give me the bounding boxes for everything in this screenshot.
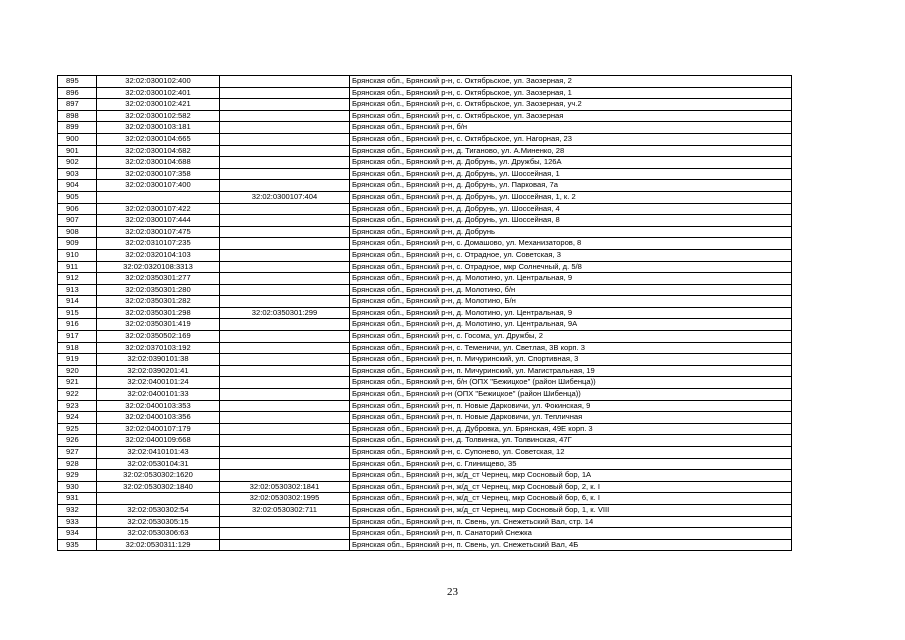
address-cell: Брянская обл., Брянский р-н, с. Октябрьское, ул. Заозерная, уч.2 [350,99,792,111]
related-cadastral-number-cell [220,145,350,157]
cadastral-number-cell: 32:02:0350301:419 [97,319,220,331]
row-number-cell: 906 [58,203,97,215]
table-row [58,412,792,424]
row-number-cell: 932 [58,504,97,516]
cadastral-number-cell: 32:02:0400101:33 [97,389,220,401]
table-row [58,145,792,157]
related-cadastral-number-cell [220,400,350,412]
related-cadastral-number-cell [220,261,350,273]
related-cadastral-number-cell [220,122,350,134]
address-cell: Брянская обл., Брянский р-н, с. Отрадное, ул. Советская, 3 [350,249,792,261]
cadastral-number-cell: 32:02:0300107:444 [97,215,220,227]
row-number-cell: 933 [58,516,97,528]
address-cell: Брянская обл., Брянский р-н, с. Октябрьское, ул. Заозерная [350,110,792,122]
address-cell: Брянская обл., Брянский р-н, с. Октябрьское, ул. Заозерная, 2 [350,76,792,88]
cadastral-number-cell: 32:02:0390101:38 [97,354,220,366]
related-cadastral-number-cell [220,296,350,308]
row-number-cell: 897 [58,99,97,111]
cadastral-number-cell: 32:02:0300102:401 [97,87,220,99]
related-cadastral-number-cell [220,319,350,331]
cadastral-number-cell: 32:02:0400107:179 [97,423,220,435]
row-number-cell: 916 [58,319,97,331]
cadastral-number-cell: 32:02:0390201:41 [97,365,220,377]
related-cadastral-number-cell [220,342,350,354]
cadastral-number-cell: 32:02:0300104:682 [97,145,220,157]
row-number-cell: 902 [58,157,97,169]
related-cadastral-number-cell [220,284,350,296]
row-number-cell: 898 [58,110,97,122]
table-row [58,284,792,296]
table-row [58,99,792,111]
table-row [58,389,792,401]
table-row [58,215,792,227]
address-cell: Брянская обл., Брянский р-н, ж/д_ст Чернец, мкр Сосновый бор, 6, к. I [350,493,792,505]
related-cadastral-number-cell [220,539,350,551]
row-number-cell: 909 [58,238,97,250]
cadastral-number-cell: 32:02:0300107:475 [97,226,220,238]
table-row [58,261,792,273]
table-row [58,447,792,459]
cadastral-number-cell: 32:02:0530311:129 [97,539,220,551]
row-number-cell: 915 [58,307,97,319]
address-cell: Брянская обл., Брянский р-н, д. Добрунь, ул. Шоссейная, 8 [350,215,792,227]
table-row [58,331,792,343]
table-row [58,180,792,192]
related-cadastral-number-cell [220,168,350,180]
registry-table-body [58,76,792,551]
address-cell: Брянская обл., Брянский р-н, с. Глинищево, 35 [350,458,792,470]
address-cell: Брянская обл., Брянский р-н, с. Теменичи, ул. Светлая, 3В корп. 3 [350,342,792,354]
address-cell: Брянская обл., Брянский р-н, ж/д_ст Чернец, мкр Сосновый бор, 1А [350,470,792,482]
related-cadastral-number-cell [220,203,350,215]
table-row [58,319,792,331]
row-number-cell: 934 [58,528,97,540]
address-cell: Брянская обл., Брянский р-н, д. Молотино, Б/н [350,296,792,308]
table-row [58,504,792,516]
cadastral-number-cell [97,493,220,505]
address-cell: Брянская обл., Брянский р-н, ж/д_ст Чернец, мкр Сосновый бор, 2, к. I [350,481,792,493]
row-number-cell: 904 [58,180,97,192]
cadastral-number-cell: 32:02:0410101:43 [97,447,220,459]
row-number-cell: 930 [58,481,97,493]
table-row [58,76,792,88]
row-number-cell: 896 [58,87,97,99]
row-number-cell: 918 [58,342,97,354]
cadastral-number-cell [97,191,220,203]
related-cadastral-number-cell [220,157,350,169]
address-cell: Брянская обл., Брянский р-н, д. Добрунь, ул. Шоссейная, 4 [350,203,792,215]
related-cadastral-number-cell [220,215,350,227]
table-row [58,122,792,134]
cadastral-number-cell: 32:02:0310107:235 [97,238,220,250]
related-cadastral-number-cell [220,249,350,261]
address-cell: Брянская обл., Брянский р-н, б/н (ОПХ "Бежицкое" (район Шибенца)) [350,377,792,389]
cadastral-number-cell: 32:02:0370103:192 [97,342,220,354]
table-row [58,273,792,285]
cadastral-number-cell: 32:02:0350301:280 [97,284,220,296]
table-row [58,157,792,169]
address-cell: Брянская обл., Брянский р-н, с. Отрадное, мкр Солнечный, д. 5/8 [350,261,792,273]
cadastral-number-cell: 32:02:0400103:356 [97,412,220,424]
table-row [58,342,792,354]
cadastral-number-cell: 32:02:0300107:358 [97,168,220,180]
related-cadastral-number-cell [220,331,350,343]
address-cell: Брянская обл., Брянский р-н, ж/д_ст Чернец, мкр Сосновый бор, 1, к. VIII [350,504,792,516]
table-row [58,470,792,482]
related-cadastral-number-cell [220,447,350,459]
cadastral-number-cell: 32:02:0300102:582 [97,110,220,122]
table-row [58,203,792,215]
row-number-cell: 922 [58,389,97,401]
table-row [58,516,792,528]
row-number-cell: 914 [58,296,97,308]
cadastral-number-cell: 32:02:0400103:353 [97,400,220,412]
address-cell: Брянская обл., Брянский р-н, д. Дубровка, ул. Брянская, 49Е корп. 3 [350,423,792,435]
address-cell: Брянская обл., Брянский р-н, с. Октябрьское, ул. Заозерная, 1 [350,87,792,99]
related-cadastral-number-cell [220,133,350,145]
row-number-cell: 917 [58,331,97,343]
table-row [58,481,792,493]
address-cell: Брянская обл., Брянский р-н, д. Добрунь, ул. Дружбы, 126А [350,157,792,169]
cadastral-number-cell: 32:02:0400109:668 [97,435,220,447]
related-cadastral-number-cell: 32:02:0530302:1995 [220,493,350,505]
row-number-cell: 924 [58,412,97,424]
row-number-cell: 911 [58,261,97,273]
page-number: 23 [447,586,458,598]
table-row [58,133,792,145]
row-number-cell: 900 [58,133,97,145]
address-cell: Брянская обл., Брянский р-н, с. Госома, ул. Дружбы, 2 [350,331,792,343]
related-cadastral-number-cell [220,76,350,88]
table-row [58,87,792,99]
table-row [58,307,792,319]
address-cell: Брянская обл., Брянский р-н, д. Толвинка, ул. Толвинская, 47Г [350,435,792,447]
cadastral-number-cell: 32:02:0300104:688 [97,157,220,169]
address-cell: Брянская обл., Брянский р-н, д. Добрунь, ул. Шоссейная, 1 [350,168,792,180]
row-number-cell: 919 [58,354,97,366]
address-cell: Брянская обл., Брянский р-н (ОПХ "Бежицкое" (район Шибенца)) [350,389,792,401]
related-cadastral-number-cell [220,99,350,111]
row-number-cell: 920 [58,365,97,377]
row-number-cell: 927 [58,447,97,459]
table-row [58,226,792,238]
table-row [58,238,792,250]
address-cell: Брянская обл., Брянский р-н, д. Молотино, б/н [350,284,792,296]
row-number-cell: 907 [58,215,97,227]
cadastral-number-cell: 32:02:0530302:1620 [97,470,220,482]
cadastral-number-cell: 32:02:0300107:400 [97,180,220,192]
table-row [58,249,792,261]
related-cadastral-number-cell [220,354,350,366]
table-row [58,365,792,377]
row-number-cell: 895 [58,76,97,88]
registry-table-container [57,75,791,551]
related-cadastral-number-cell [220,377,350,389]
table-row [58,539,792,551]
table-row [58,423,792,435]
row-number-cell: 921 [58,377,97,389]
row-number-cell: 901 [58,145,97,157]
related-cadastral-number-cell [220,87,350,99]
cadastral-number-cell: 32:02:0320108:3313 [97,261,220,273]
table-row [58,493,792,505]
address-cell: Брянская обл., Брянский р-н, д. Молотино, ул. Центральная, 9 [350,273,792,285]
table-row [58,354,792,366]
address-cell: Брянская обл., Брянский р-н, б/н [350,122,792,134]
cadastral-number-cell: 32:02:0350301:282 [97,296,220,308]
address-cell: Брянская обл., Брянский р-н, п. Новые Дарковичи, ул. Тепличная [350,412,792,424]
cadastral-number-cell: 32:02:0400101:24 [97,377,220,389]
cadastral-number-cell: 32:02:0530302:1840 [97,481,220,493]
row-number-cell: 899 [58,122,97,134]
related-cadastral-number-cell [220,180,350,192]
related-cadastral-number-cell: 32:02:0530302:1841 [220,481,350,493]
cadastral-number-cell: 32:02:0530104:31 [97,458,220,470]
address-cell: Брянская обл., Брянский р-н, п. Мичуринский, ул. Спортивная, 3 [350,354,792,366]
cadastral-number-cell: 32:02:0320104:103 [97,249,220,261]
row-number-cell: 929 [58,470,97,482]
cadastral-number-cell: 32:02:0300102:400 [97,76,220,88]
related-cadastral-number-cell [220,238,350,250]
cadastral-number-cell: 32:02:0350301:298 [97,307,220,319]
table-row [58,435,792,447]
row-number-cell: 928 [58,458,97,470]
address-cell: Брянская обл., Брянский р-н, с. Супонево, ул. Советская, 12 [350,447,792,459]
table-row [58,110,792,122]
row-number-cell: 905 [58,191,97,203]
address-cell: Брянская обл., Брянский р-н, с. Домашово, ул. Механизаторов, 8 [350,238,792,250]
related-cadastral-number-cell [220,470,350,482]
cadastral-number-cell: 32:02:0530302:54 [97,504,220,516]
cadastral-number-cell: 32:02:0530306:63 [97,528,220,540]
related-cadastral-number-cell [220,516,350,528]
address-cell: Брянская обл., Брянский р-н, д. Тиганово, ул. А.Миненко, 28 [350,145,792,157]
address-cell: Брянская обл., Брянский р-н, п. Санаторий Снежка [350,528,792,540]
address-cell: Брянская обл., Брянский р-н, п. Мичуринский, ул. Магистральная, 19 [350,365,792,377]
address-cell: Брянская обл., Брянский р-н, д. Молотино, ул. Центральная, 9 [350,307,792,319]
related-cadastral-number-cell [220,412,350,424]
address-cell: Брянская обл., Брянский р-н, п. Свень, ул. Снежетьский Вал, стр. 14 [350,516,792,528]
related-cadastral-number-cell [220,110,350,122]
row-number-cell: 908 [58,226,97,238]
related-cadastral-number-cell [220,528,350,540]
related-cadastral-number-cell [220,435,350,447]
row-number-cell: 913 [58,284,97,296]
cadastral-number-cell: 32:02:0350502:169 [97,331,220,343]
row-number-cell: 925 [58,423,97,435]
row-number-cell: 912 [58,273,97,285]
address-cell: Брянская обл., Брянский р-н, п. Новые Дарковичи, ул. Фокинская, 9 [350,400,792,412]
cadastral-number-cell: 32:02:0300103:181 [97,122,220,134]
registry-table [57,75,792,551]
row-number-cell: 926 [58,435,97,447]
related-cadastral-number-cell [220,226,350,238]
address-cell: Брянская обл., Брянский р-н, д. Добрунь, ул. Парковая, 7а [350,180,792,192]
address-cell: Брянская обл., Брянский р-н, д. Добрунь [350,226,792,238]
table-row [58,377,792,389]
cadastral-number-cell: 32:02:0300104:665 [97,133,220,145]
address-cell: Брянская обл., Брянский р-н, д. Молотино, ул. Центральная, 9А [350,319,792,331]
related-cadastral-number-cell: 32:02:0300107:404 [220,191,350,203]
row-number-cell: 903 [58,168,97,180]
row-number-cell: 931 [58,493,97,505]
row-number-cell: 935 [58,539,97,551]
cadastral-number-cell: 32:02:0300102:421 [97,99,220,111]
related-cadastral-number-cell [220,458,350,470]
related-cadastral-number-cell: 32:02:0530302:711 [220,504,350,516]
address-cell: Брянская обл., Брянский р-н, с. Октябрьское, ул. Нагорная, 23 [350,133,792,145]
table-row [58,400,792,412]
row-number-cell: 910 [58,249,97,261]
table-row [58,458,792,470]
table-row [58,168,792,180]
related-cadastral-number-cell: 32:02:0350301:299 [220,307,350,319]
cadastral-number-cell: 32:02:0300107:422 [97,203,220,215]
table-row [58,528,792,540]
related-cadastral-number-cell [220,423,350,435]
cadastral-number-cell: 32:02:0350301:277 [97,273,220,285]
cadastral-number-cell: 32:02:0530305:15 [97,516,220,528]
related-cadastral-number-cell [220,273,350,285]
related-cadastral-number-cell [220,389,350,401]
address-cell: Брянская обл., Брянский р-н, д. Добрунь, ул. Шоссейная, 1, к. 2 [350,191,792,203]
address-cell: Брянская обл., Брянский р-н, п. Свень, ул. Снежетьский Вал, 4Б [350,539,792,551]
table-row [58,191,792,203]
table-row [58,296,792,308]
row-number-cell: 923 [58,400,97,412]
related-cadastral-number-cell [220,365,350,377]
